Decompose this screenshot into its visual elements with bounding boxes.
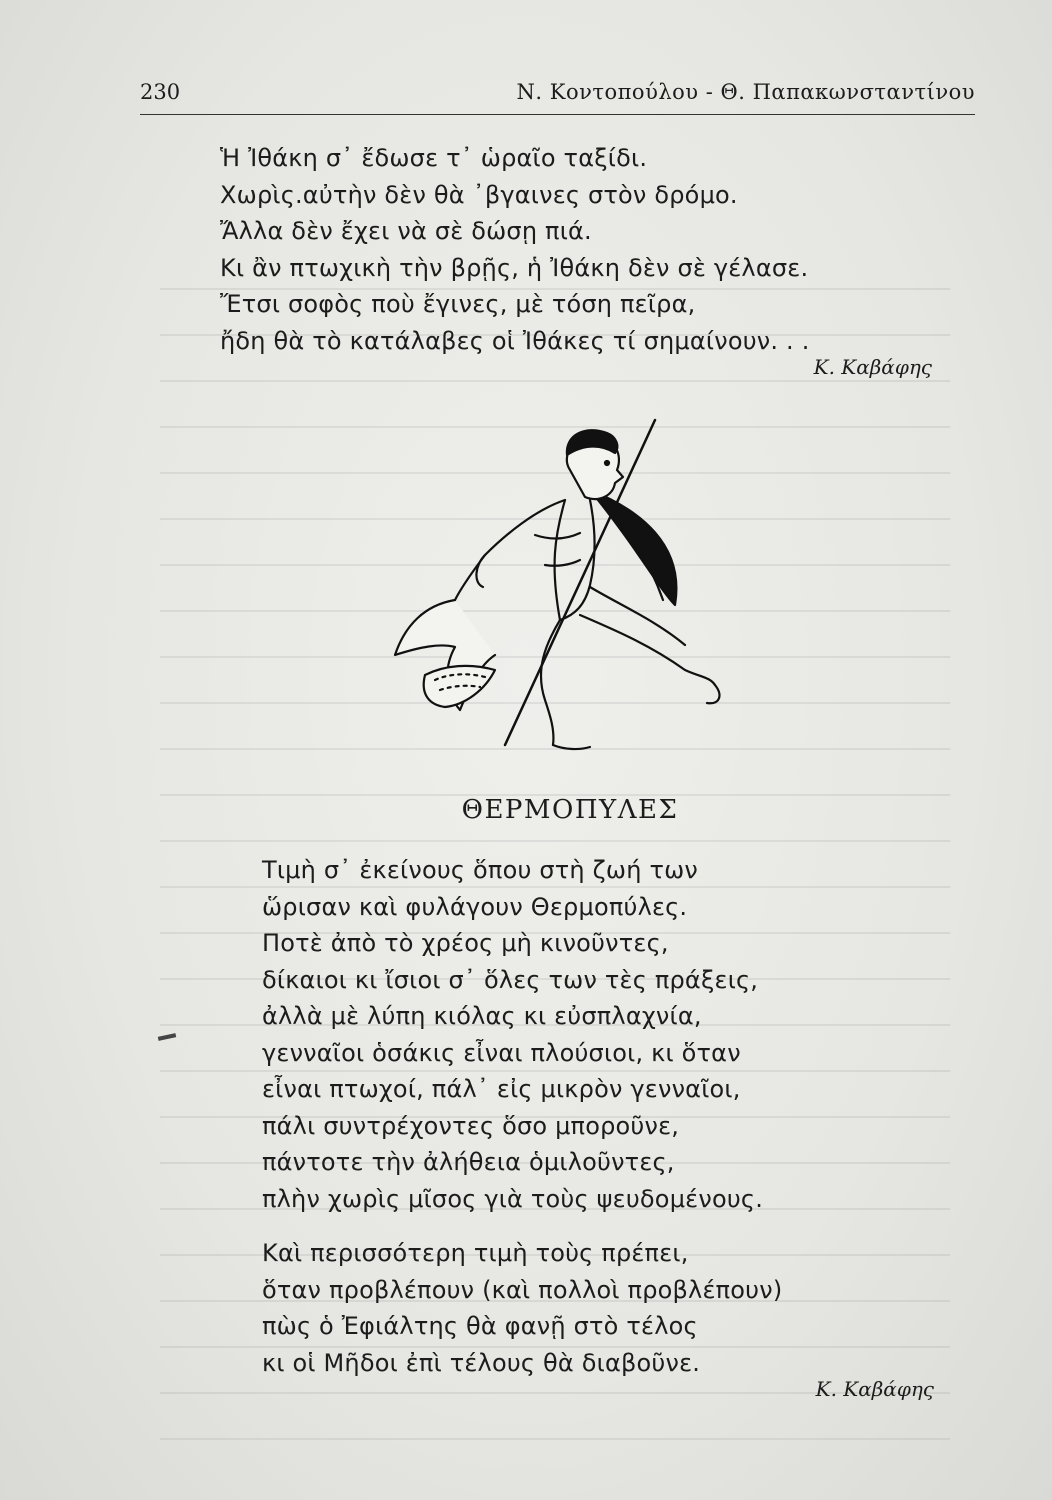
poem-line: γενναῖοι ὁσάκις εἶναι πλούσιοι, κι ὅταν (262, 1038, 741, 1067)
poem-line: ἀλλὰ μὲ λύπη κιόλας κι εὐσπλαχνία, (262, 1002, 702, 1030)
poem-line: Ἡ Ἰθάκη σ᾽ ἔδωσε τ᾽ ὡραῖο ταξίδι. (220, 144, 648, 172)
poem-ithaca-excerpt (220, 140, 810, 359)
poem-thermopylae-stanza-2 (262, 1235, 782, 1381)
stray-mark (158, 1033, 176, 1041)
poem-line: ἤδη θὰ τὸ κατάλαβες οἱ Ἰθάκες τί σημαίνουν. . . (220, 326, 810, 355)
poem-line: Ἔτσι σοφὸς ποὺ ἔγινες, μὲ τόση πεῖρα, (220, 290, 696, 318)
running-title: Ν. Κοντοπούλου - Θ. Παπακωνσταντίνου (516, 80, 975, 104)
page-header (140, 78, 975, 115)
poem-line: Κι ἂν πτωχικὴ τὴν βρῇς, ἡ Ἰθάκη δὲν σὲ γέλασε. (220, 253, 809, 282)
poem-line: πάλι συντρέχοντες ὅσο μποροῦνε, (262, 1111, 680, 1140)
poem-thermopylae-stanza-1 (262, 852, 763, 1217)
poem-line: πλὴν χωρὶς μῖσος γιὰ τοὺς ψευδομένους. (262, 1184, 764, 1213)
poem-line: Καὶ περισσότερη τιμὴ τοὺς πρέπει, (262, 1239, 689, 1267)
poem-line: ὥρισαν καὶ φυλάγουν Θερμοπύλες. (262, 892, 688, 921)
page-number: 230 (140, 80, 181, 104)
poem-line: Χωρὶς.αὐτὴν δὲν θὰ ᾽βγαινες στὸν δρόμο. (220, 180, 738, 209)
signature-thermopylae: Κ. Καβάφης (815, 1377, 934, 1401)
greek-warrior-with-spear-and-shield-icon (385, 415, 745, 770)
poem-line: Ἄλλα δὲν ἔχει νὰ σὲ δώσῃ πιά. (220, 217, 592, 245)
poem-line: πάντοτε τὴν ἀλήθεια ὁμιλοῦντες, (262, 1148, 675, 1176)
signature-ithaca: Κ. Καβάφης (813, 355, 932, 379)
poem-line: εἶναι πτωχοί, πάλ᾽ εἰς μικρὸν γενναῖοι, (262, 1075, 741, 1103)
poem-line: πὼς ὁ Ἐφιάλτης θὰ φανῇ στὸ τέλος (262, 1312, 698, 1340)
poem-line: ὅταν προβλέπουν (καὶ πολλοὶ προβλέπουν) (262, 1275, 783, 1304)
poem-line: Τιμὴ σ᾽ ἐκείνους ὅπου στὴ ζωή των (262, 856, 699, 884)
poem-title: ΘΕΡΜΟΠΥΛΕΣ (461, 795, 679, 825)
poem-line: δίκαιοι κι ἴσιοι σ᾽ ὅλες των τὲς πράξεις, (262, 965, 759, 994)
poem-line: κι οἱ Μῆδοι ἐπὶ τέλους θὰ διαβοῦνε. (262, 1348, 701, 1377)
poem-line: Ποτὲ ἀπὸ τὸ χρέος μὴ κινοῦντες, (262, 929, 669, 957)
